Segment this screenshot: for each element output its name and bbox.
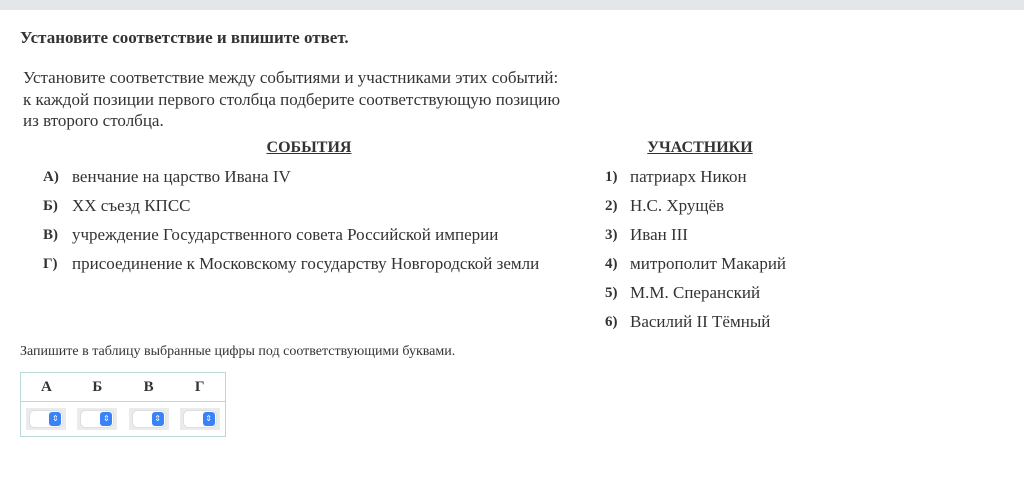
answer-header-a: А (21, 373, 72, 402)
instruction-line: Установите соответствие между событиями и участниками этих событий: (23, 68, 559, 87)
participant-item-text: Н.С. Хрущёв (630, 196, 725, 215)
answer-table (20, 372, 226, 437)
participant-item-key: 5) (605, 285, 618, 301)
participant-item-text: патриарх Никон (630, 167, 747, 186)
task-title: Установите соответствие и впишите ответ. (20, 28, 349, 47)
event-item-text: учреждение Государственного совета Российской империи (72, 225, 499, 244)
answer-header-v: В (123, 373, 174, 402)
event-item-key: Г) (43, 256, 58, 272)
chevron-up-down-icon: ⇕ (152, 412, 164, 426)
participant-item-key: 2) (605, 198, 618, 214)
event-item-key: В) (43, 227, 58, 243)
chevron-up-down-icon: ⇕ (100, 412, 112, 426)
participant-item-key: 1) (605, 169, 618, 185)
participants-header: УЧАСТНИКИ (647, 139, 753, 156)
event-item-text: XX съезд КПСС (72, 196, 191, 215)
participant-item-text: Иван III (630, 225, 688, 244)
chevron-up-down-icon: ⇕ (49, 412, 61, 426)
answer-header-g: Г (174, 373, 225, 402)
participant-item-text: митрополит Макарий (630, 254, 787, 273)
answer-select-a[interactable] (26, 408, 66, 430)
event-item-text: венчание на царство Ивана IV (72, 167, 291, 186)
answer-select-g[interactable] (180, 408, 220, 430)
participant-item-text: Василий II Тёмный (630, 312, 771, 331)
participant-item-text: М.М. Сперанский (630, 283, 761, 302)
task-instructions (23, 67, 623, 132)
answer-note: Запишите в таблицу выбранные цифры под соответствующими буквами. (20, 344, 456, 359)
top-bar (0, 0, 1024, 10)
chevron-up-down-icon: ⇕ (203, 412, 215, 426)
events-header: СОБЫТИЯ (266, 139, 352, 156)
instruction-line: из второго столбца. (23, 111, 164, 130)
participant-item-key: 3) (605, 227, 618, 243)
participant-item-key: 6) (605, 314, 618, 330)
instruction-line: к каждой позиции первого столбца подберите соответствующую позицию (23, 89, 561, 109)
participant-item-key: 4) (605, 256, 618, 272)
answer-header-b: Б (72, 373, 123, 402)
answer-select-v[interactable] (129, 408, 169, 430)
answer-select-b[interactable] (77, 408, 117, 430)
event-item-text: присоединение к Московскому государству Новгородской земли (72, 254, 540, 273)
event-item-key: Б) (43, 198, 58, 214)
event-item-key: А) (43, 169, 59, 185)
